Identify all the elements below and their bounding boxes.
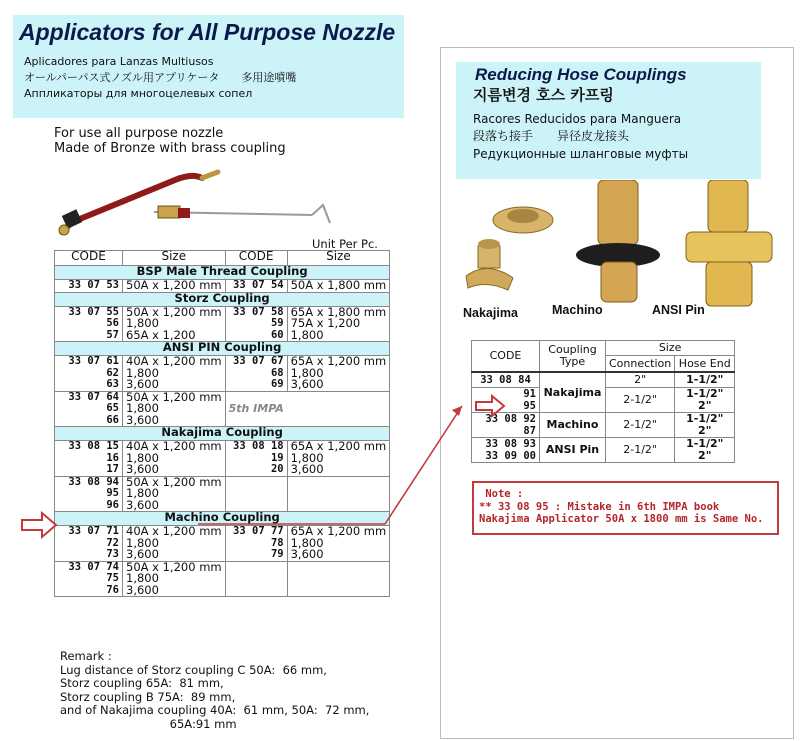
code-cell: 33 07 53: [55, 280, 123, 293]
connector-line: [198, 406, 462, 524]
header-coupling-type: Coupling Type: [540, 341, 606, 373]
size-cell: 50A x 1,800 mm: [287, 280, 390, 293]
code-cell: 33 07 67 68 69: [225, 356, 287, 392]
hose-end-cell: 1-1/2" 2": [675, 413, 735, 438]
right-subtitle-kr: 지름변경 호스 카프링: [473, 86, 614, 104]
code-cell: 33 08 84: [472, 372, 540, 388]
left-subtitle-jp: オールパーパス式ノズル用アプリケータ 多用途噴嘴: [24, 71, 297, 84]
size-cell: 65A x 1,200 mm 1,800 3,600: [287, 441, 390, 477]
type-cell: ANSI Pin: [540, 438, 606, 463]
header-size: Size: [287, 251, 390, 266]
right-title: Reducing Hose Couplings: [475, 65, 687, 84]
left-subtitle-ru: Аппликаторы для многоцелевых сопел: [24, 87, 253, 100]
hose-end-cell: 1-1/2" 2": [675, 438, 735, 463]
connection-cell: 2-1/2": [606, 388, 675, 413]
header-connection: Connection: [606, 356, 675, 372]
section-title: Nakajima Coupling: [55, 427, 390, 441]
left-arrow-icon: [22, 513, 56, 537]
size-cell: 65A x 1,200 mm 1,800 3,600: [287, 526, 390, 562]
size-cell: 65A x 1,800 mm 75A x 1,200 1,800: [287, 306, 390, 342]
code-cell: 91 95: [472, 388, 540, 413]
size-cell: 40A x 1,200 mm 1,800 3,600: [123, 526, 226, 562]
connection-cell: 2-1/2": [606, 438, 675, 463]
type-cell: Machino: [540, 413, 606, 438]
size-cell: 40A x 1,200 mm 1,800 3,600: [123, 356, 226, 392]
size-cell: 50A x 1,200 mm 1,800 3,600: [123, 476, 226, 512]
code-cell: 33 08 18 19 20: [225, 441, 287, 477]
section-title: ANSI PIN Coupling: [55, 342, 390, 356]
label-nakajima: Nakajima: [463, 306, 518, 320]
type-cell: Nakajima: [540, 372, 606, 413]
left-title: Applicators for All Purpose Nozzle: [19, 19, 396, 45]
note-text: Note : ** 33 08 95 : Mistake in 6th IMPA book Nakajima Applicator 50A x 1800 mm is Same No.: [479, 488, 764, 525]
code-cell: 33 07 64 65 66: [55, 391, 123, 427]
code-cell: 33 07 61 62 63: [55, 356, 123, 392]
section-title: Storz Coupling: [55, 292, 390, 306]
impa-stamp: 5th IMPA: [228, 402, 284, 415]
header-code: CODE: [472, 341, 540, 373]
code-cell: 33 07 58 59 60: [225, 306, 287, 342]
header-size: Size: [606, 341, 735, 356]
label-machino: Machino: [552, 303, 603, 317]
header-hose-end: Hose End: [675, 356, 735, 372]
header-code: CODE: [225, 251, 287, 266]
header-code: CODE: [55, 251, 123, 266]
remark-text: Lug distance of Storz coupling C 50A: 66 mm, Storz coupling 65A: 81 mm, Storz coupling B 75A: 89 mm, and of Nakajima coupling 40A: 61 mm, 50A: 72 mm, 65A:91 mm: [60, 662, 370, 731]
left-subtitle-es: Aplicadores para Lanzas Multiusos: [24, 55, 214, 68]
unit-label: Unit Per Pc.: [312, 237, 378, 251]
label-ansi-pin: ANSI Pin: [652, 303, 705, 317]
right-subtitle-ru: Редукционные шланговые муфты: [473, 147, 689, 161]
code-cell: 33 07 71 72 73: [55, 526, 123, 562]
remark-title: Remark :: [60, 649, 112, 663]
desc-line-2: Made of Bronze with brass coupling: [54, 141, 286, 156]
section-title: Machino Coupling: [55, 512, 390, 526]
size-cell: 50A x 1,200 mm: [123, 280, 226, 293]
hose-end-cell: 1-1/2": [675, 372, 735, 388]
code-cell: 33 07 77 78 79: [225, 526, 287, 562]
size-cell: 50A x 1,200 mm 1,800 65A x 1,200: [123, 306, 226, 342]
connection-cell: 2-1/2": [606, 413, 675, 438]
size-cell: 65A x 1,200 mm 1,800 3,600: [287, 356, 390, 392]
desc-line-1: For use all purpose nozzle: [54, 126, 224, 141]
size-cell: 50A x 1,200 mm 1,800 3,600: [123, 391, 226, 427]
size-cell: 40A x 1,200 mm 1,800 3,600: [123, 441, 226, 477]
code-cell: 33 08 92 87: [472, 413, 540, 438]
code-cell: 33 07 54: [225, 280, 287, 293]
code-cell: 33 08 15 16 17: [55, 441, 123, 477]
size-cell: 50A x 1,200 mm 1,800 3,600: [123, 561, 226, 597]
right-arrow-icon: [476, 396, 504, 416]
code-cell: 33 08 94 95 96: [55, 476, 123, 512]
connection-cell: 2": [606, 372, 675, 388]
code-cell: 33 07 55 56 57: [55, 306, 123, 342]
code-cell: 33 08 93 33 09 00: [472, 438, 540, 463]
hose-end-cell: 1-1/2" 2": [675, 388, 735, 413]
header-size: Size: [123, 251, 226, 266]
code-cell: 33 07 74 75 76: [55, 561, 123, 597]
section-title: BSP Male Thread Coupling: [55, 266, 390, 280]
right-subtitle-es: Racores Reducidos para Manguera: [473, 112, 682, 126]
right-subtitle-jp: 段落ち接手 异径皮龙接头: [473, 129, 630, 143]
